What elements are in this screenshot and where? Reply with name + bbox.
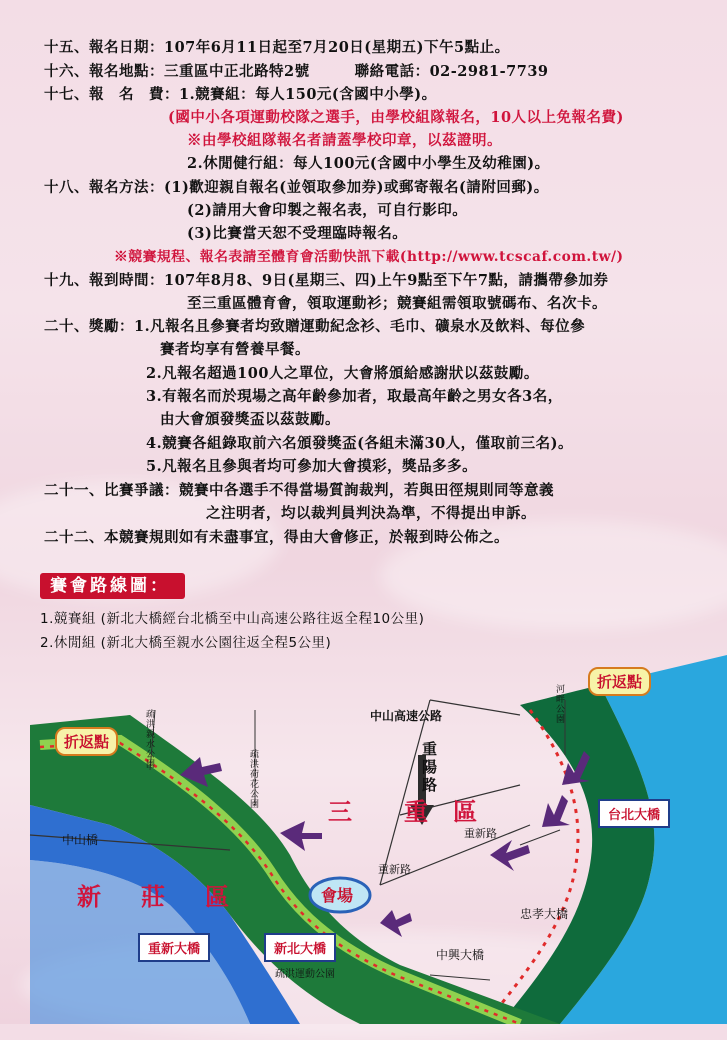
label-chongxin-road-2: 重新路 bbox=[378, 863, 411, 876]
route-map bbox=[0, 655, 727, 1024]
label-xinbei-bridge: 新北大橋 bbox=[264, 933, 336, 962]
label-zhongxing-bridge: 中興大橋 bbox=[436, 948, 485, 962]
rule-20-award-3-cont: 由大會頒發獎盃以茲鼓勵。 bbox=[160, 411, 340, 428]
rule-21-dispute: 二十一、比賽爭議：競賽中各選手不得當場質詢裁判，若與田徑規則同等意義 bbox=[44, 482, 554, 499]
rule-18-method-2: (2)請用大會印製之報名表，可自行影印。 bbox=[187, 202, 468, 219]
turnaround-point-right: 折返點 bbox=[588, 667, 651, 696]
label-xinzhuang: 新 莊 區 bbox=[77, 882, 237, 911]
label-chongxin-road-1: 重新路 bbox=[464, 827, 497, 840]
label-venue: 會場 bbox=[321, 886, 354, 905]
rule-20-award-1: 二十、獎勵：1.凡報名且參賽者均致贈運動紀念衫、毛巾、礦泉水及飲料、每位參 bbox=[44, 318, 586, 335]
rule-20-award-5: 5.凡報名且參與者均可參加大會摸彩，獎品多多。 bbox=[146, 458, 478, 475]
turnaround-point-left: 折返點 bbox=[55, 727, 118, 756]
label-sanchong-district-suffix: 區 bbox=[453, 797, 491, 826]
label-shuihong-sports-park: 疏洪運動公園 bbox=[275, 969, 335, 980]
label-shuihong-hehua-park: 疏洪荷花公園 bbox=[250, 750, 260, 810]
label-riverside-park: 河畔公園 bbox=[556, 685, 566, 725]
label-zhongshan-bridge: 中山橋 bbox=[62, 833, 99, 847]
rule-18-method-3: (3)比賽當天恕不受理臨時報名。 bbox=[187, 225, 408, 242]
rule-17-team-note: (國中小各項運動校隊之選手，由學校組隊報名，10人以上免報名費) bbox=[168, 109, 624, 126]
rule-21-dispute-cont: 之注明者，均以裁判員判決為準，不得提出申訴。 bbox=[206, 505, 536, 522]
label-zhongxiao-bridge: 忠孝大橋 bbox=[520, 907, 569, 921]
label-chongxin-bridge: 重新大橋 bbox=[138, 933, 210, 962]
rule-17-leisure-fee: 2.休閒健行組：每人100元(含國中小學生及幼稚園)。 bbox=[187, 155, 550, 172]
route-item-leisure: 2.休閒組 (新北大橋至親水公園往返全程5公里) bbox=[40, 635, 332, 651]
rule-19-checkin-detail: 至三重區體育會，領取運動衫；競賽組需領取號碼布、名次卡。 bbox=[187, 295, 607, 312]
label-shuihong-qinshui-park: 疏洪親水公園 bbox=[146, 710, 156, 770]
label-chongyang-road: 重陽路 bbox=[422, 740, 438, 794]
rule-17-fee: 十七、報 名 費：1.競賽組：每人150元(含國中小學)。 bbox=[44, 86, 437, 103]
route-item-competition: 1.競賽組 (新北大橋經台北橋至中山高速公路往返全程10公里) bbox=[40, 611, 425, 627]
rule-20-award-4: 4.競賽各組錄取前六名頒發獎盃(各組未滿30人，僅取前三名)。 bbox=[146, 435, 574, 452]
rule-download-note: ※競賽規程、報名表請至體育會活動快訊下載(http://www.tcscaf.com.tw/) bbox=[114, 249, 624, 265]
rule-18-method-1: 十八、報名方法：(1)歡迎親自報名(並領取參加券)或郵寄報名(請附回郵)。 bbox=[44, 179, 549, 196]
map-graphic bbox=[0, 655, 727, 1024]
label-taipei-bridge: 台北大橋 bbox=[598, 799, 670, 828]
route-map-title: 賽會路線圖： bbox=[40, 573, 185, 599]
rule-22-amendments: 二十二、本競賽規則如有未盡事宜，得由大會修正，於報到時公佈之。 bbox=[44, 529, 509, 546]
rule-15-registration-date: 十五、報名日期：107年6月11日起至7月20日(星期五)下午5點止。 bbox=[44, 39, 510, 56]
rule-20-award-1-cont: 賽者均享有營養早餐。 bbox=[160, 341, 310, 358]
rule-19-checkin-time: 十九、報到時間：107年8月8、9日(星期三、四)上午9點至下午7點，請攜帶參加券 bbox=[44, 272, 609, 289]
rule-17-stamp-note: ※由學校組隊報名者請蓋學校印章，以茲證明。 bbox=[187, 132, 502, 149]
label-zhongshan-highway: 中山高速公路 bbox=[370, 709, 443, 723]
label-sanchong: 三 重 bbox=[328, 797, 442, 826]
rule-20-award-2: 2.凡報名超過100人之單位，大會將頒給感謝狀以茲鼓勵。 bbox=[146, 365, 539, 382]
rule-16-registration-place: 十六、報名地點：三重區中正北路特2號 聯絡電話：02-2981-7739 bbox=[44, 63, 549, 80]
rule-20-award-3: 3.有報名而於現場之高年齡參加者，取最高年齡之男女各3名， bbox=[146, 388, 563, 405]
